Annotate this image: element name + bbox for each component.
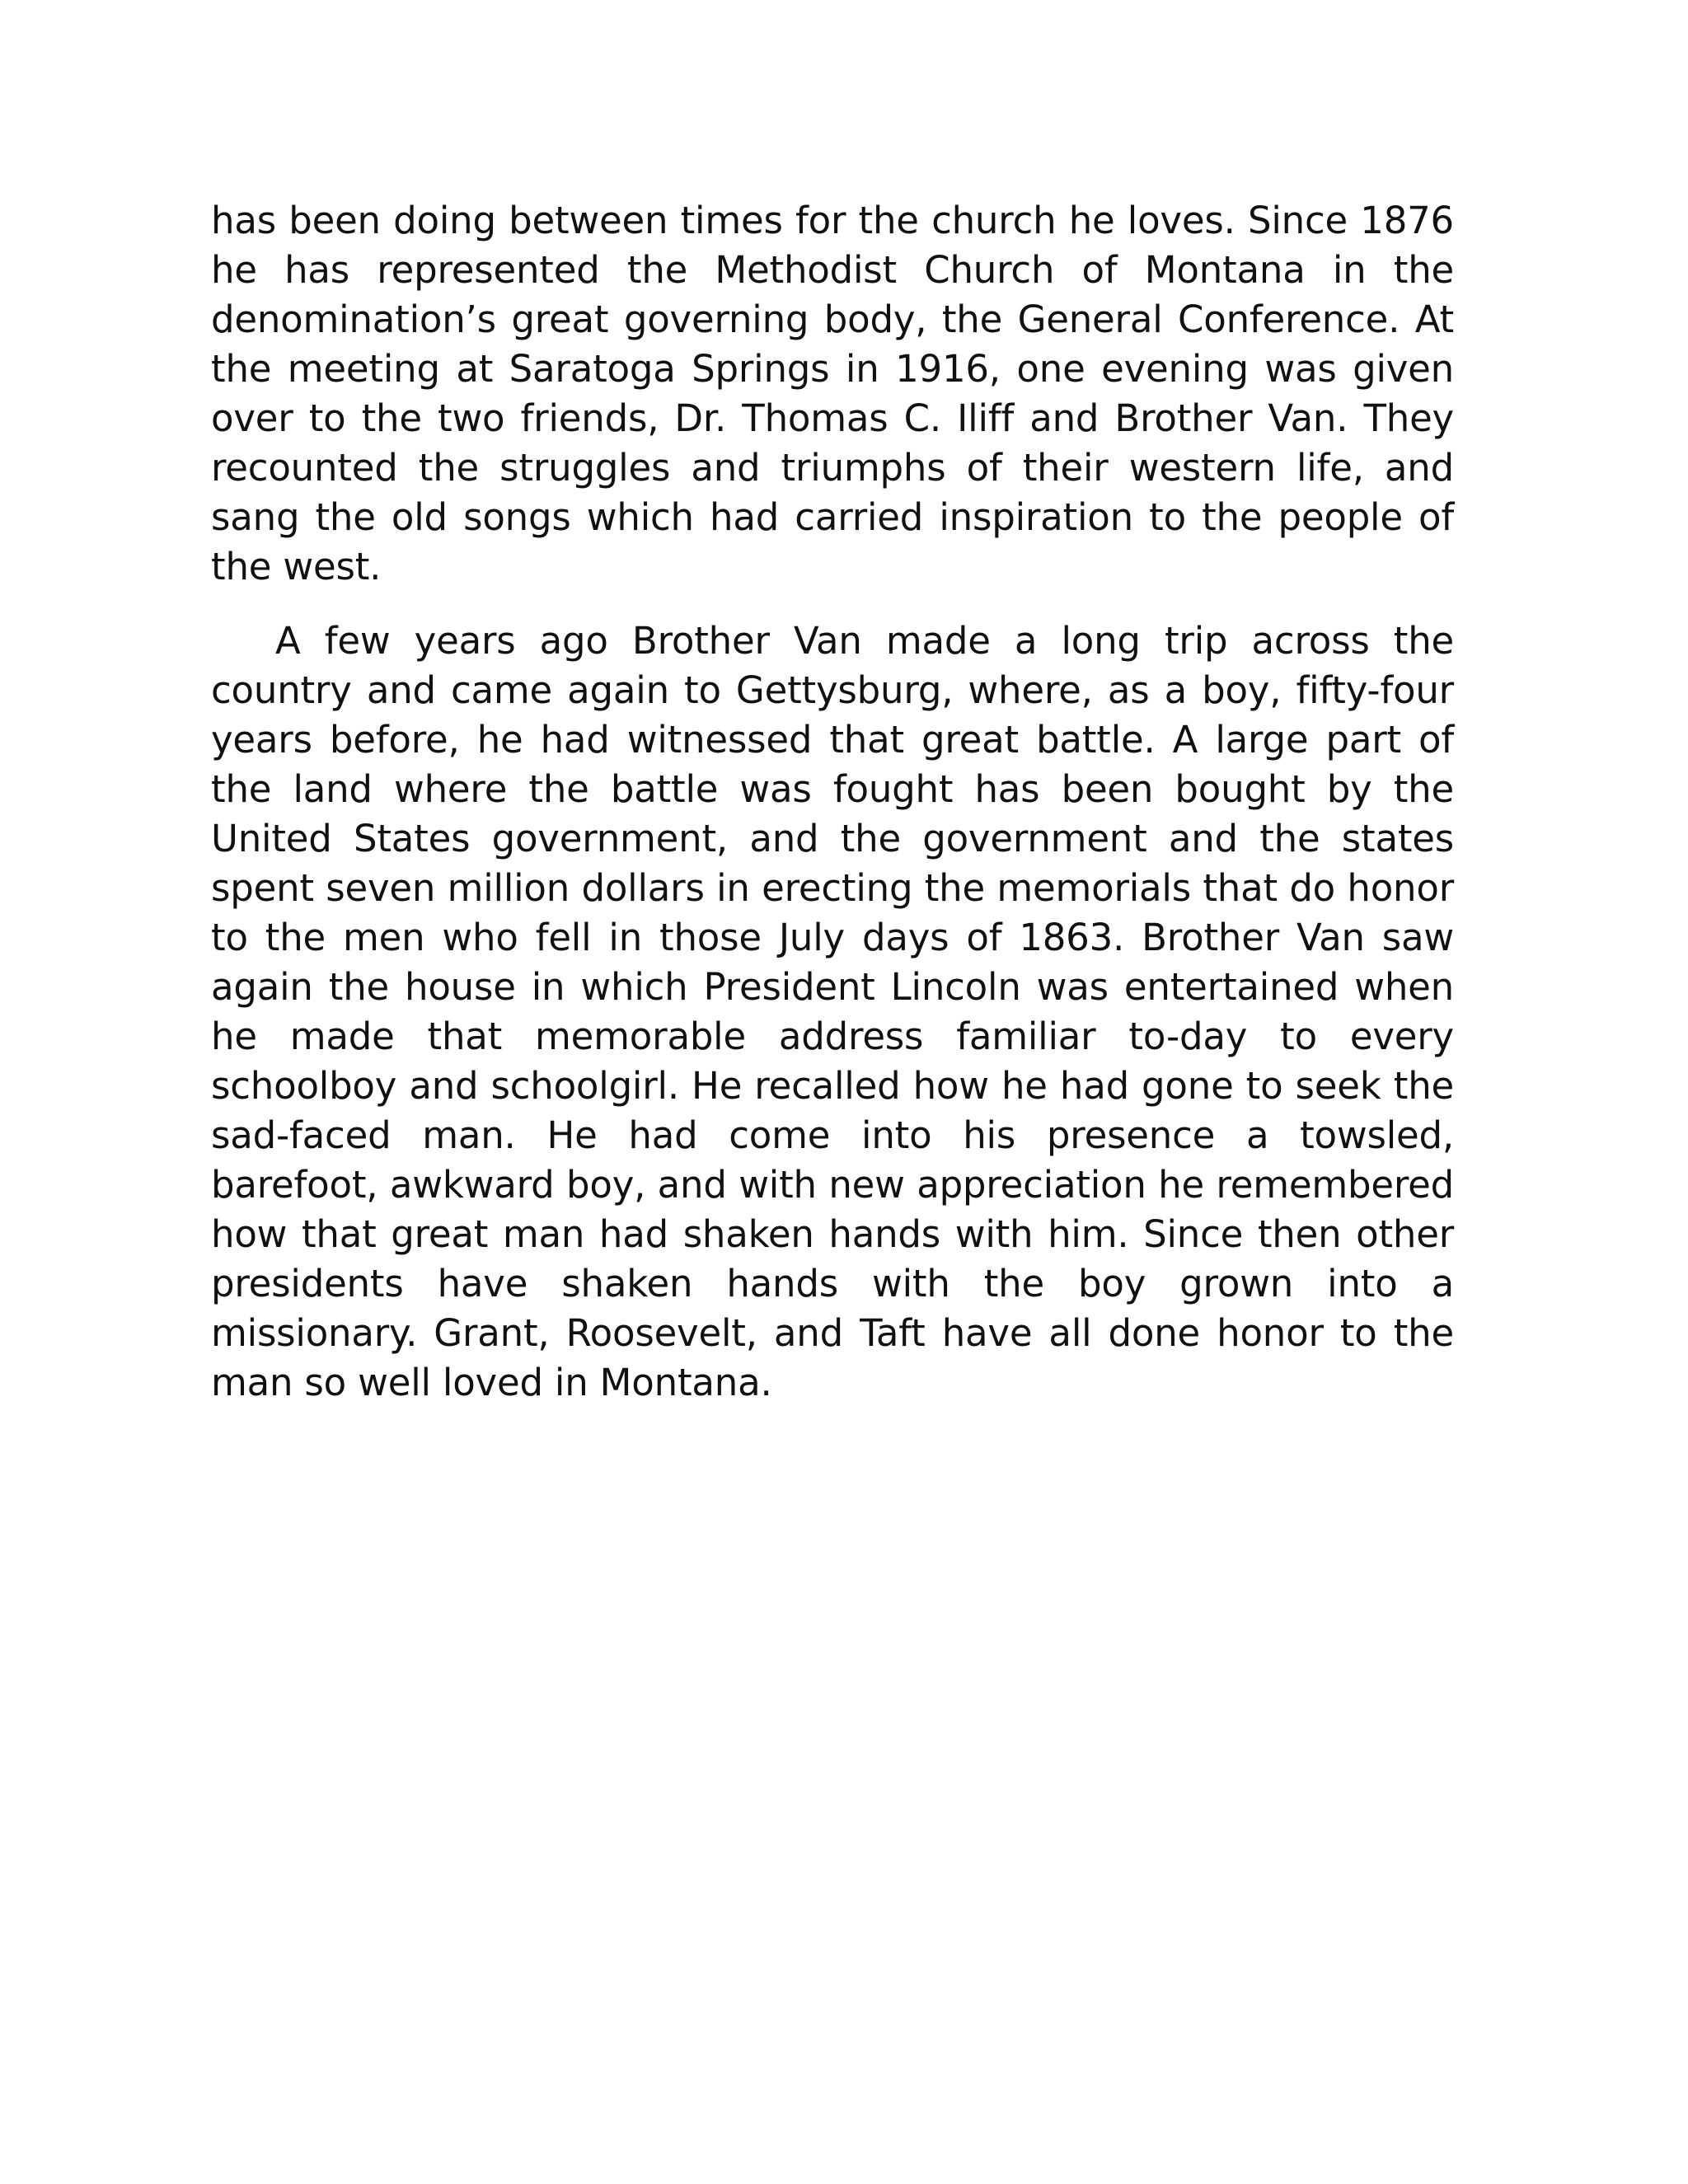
paragraph-1: has been doing between times for the church he loves. Since 1876 he has represented the Methodist Church of Montana in the denomination’s great governing body, the General Conference. At the meeting at Saratoga Springs in 1916, one evening was given over to the two friends, Dr. Thomas C. Iliff and Brother Van. They recounted the struggles and triumphs of their western life, and sang the old songs which had carried inspiration to the people of the west. [211,199,1454,588]
paragraph-2: A few years ago Brother Van made a long trip across the country and came again to Gettysburg, where, as a boy, fifty-four years before, he had witnessed that great battle. A large part of the land where the battle was fought has been bought by the United States government, and the government and the states spent seven million dollars in erecting the memorials that do honor to the men who fell in those July days of 1863. Brother Van saw again the house in which President Lincoln was entertained when he made that memorable address familiar to-day to every schoolboy and schoolgirl. He recalled how he had gone to seek the sad-faced man. He had come into his presence a towsled, barefoot, awkward boy, and with new appreciation he remembered how that great man had shaken hands with him. Since then other presidents have shaken hands with the boy grown into a missionary. Grant, Roosevelt, and Taft have all done honor to the man so well loved in Montana. [211,619,1454,1404]
body-text [211,196,1454,1408]
